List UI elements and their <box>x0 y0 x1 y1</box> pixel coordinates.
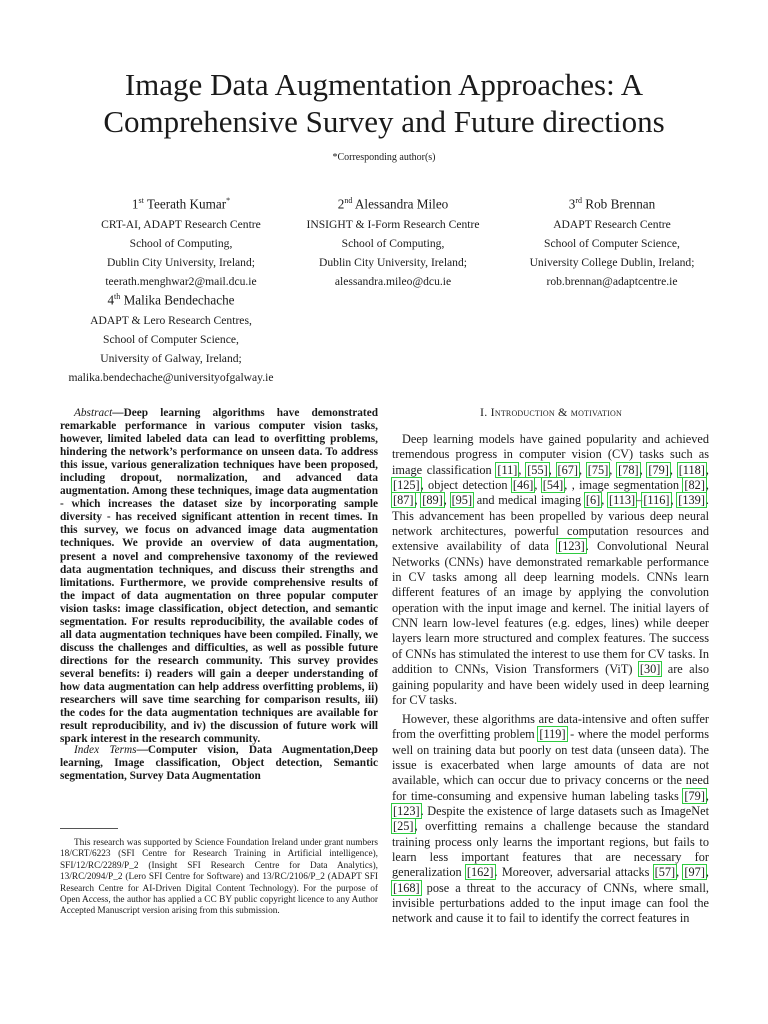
funding-footnote: This research was supported by Science Foundation Ireland under grant numbers 18/CRT/6223 (SFI Centre for Research Training in Artificial intelligence), SFI/12/RC/2289/P_2 (Insight SFI Research Centre for Data Analytics), 13/RC/2094/P_2 (Lero SFI Centre for Software) and 13/RC/2106/P_2 (ADAPT SFI Research Centre for AI-Driven Digital Content Technology). For the purpose of Open Access, the author has applied a CC BY public copyright licence to any Author Accepted Manuscript version arising from this submission. <box>60 838 378 917</box>
citation-link[interactable]: [113] <box>608 493 636 508</box>
citation-link[interactable]: [54] <box>542 478 564 493</box>
author-email[interactable]: alessandra.mileo@dcu.ie <box>334 275 452 289</box>
author-affiliation: ADAPT Research Centre <box>553 218 671 232</box>
citation-link[interactable]: [95] <box>451 493 473 508</box>
citation-link[interactable]: [123] <box>558 539 585 554</box>
citation-link[interactable]: [57] <box>654 865 676 880</box>
citation-link[interactable]: [125] <box>393 478 420 493</box>
citation-link[interactable]: [67] <box>557 462 578 477</box>
section-heading <box>394 405 708 420</box>
author-school: School of Computing, <box>129 237 233 251</box>
author-4 <box>36 286 306 387</box>
intro-paragraph-2: However, these algorithms are data-intensive and often suffer from the overfitting problem [119] - where the model performs well on training data but poorly on test data (unseen data). The issue is exacerbated when large amounts of data are not available, which can occur due to privacy concerns or the need for time-consuming and expensive human labeling tasks [79], [123]. Despite the existence of large datasets such as ImageNet [25], overfitting remains a challenge because the standard training process only learns the important regions, but fails to learn less important features that are necessary for generalization [162]. Moreover, adversarial attacks [57], [97], [168] pose a threat to the accuracy of CNNs, where small, invisible perturbations added to the input image can fool the network and cause it to fail to identify the correct features in <box>392 712 709 926</box>
citation-link[interactable]: [168] <box>393 880 420 895</box>
citation-link[interactable]: [78] <box>618 462 639 477</box>
abstract-label: Abstract <box>74 407 113 419</box>
author-affiliation: CRT-AI, ADAPT Research Centre <box>101 218 261 232</box>
footnote-rule <box>60 828 118 829</box>
index-terms <box>60 744 378 783</box>
index-terms-text: —Computer vision, Data Augmentation,Deep learning, Image classification, Object detection, Semantic segmentation, Survey Data Augmentation <box>60 744 378 783</box>
citation-link[interactable]: [25] <box>393 819 414 834</box>
citation-link[interactable]: [82] <box>684 478 705 493</box>
index-terms-label: Index Terms <box>74 744 137 756</box>
citation-link[interactable]: [79] <box>684 788 705 803</box>
author-school: School of Computer Science, <box>103 333 239 347</box>
author-university: University of Galway, Ireland; <box>100 352 242 366</box>
section-title: Introduction & motivation <box>490 405 622 419</box>
citation-link[interactable]: [97] <box>684 865 705 880</box>
paper-title <box>0 66 768 140</box>
section-number: I. <box>480 405 488 419</box>
author-name: 2nd Alessandra Mileo <box>337 196 449 212</box>
citation-link[interactable]: [75] <box>587 462 609 477</box>
citation-link[interactable]: [30] <box>639 662 661 677</box>
citation-link[interactable]: [55] <box>527 462 548 477</box>
author-email[interactable]: teerath.menghwar2@mail.dcu.ie <box>105 275 257 289</box>
citation-link[interactable]: [119] <box>539 727 566 742</box>
corresponding-author-note: *Corresponding author(s) <box>332 152 436 163</box>
author-name: 4th Malika Bendechache <box>107 292 235 308</box>
author-3 <box>477 190 747 291</box>
citation-link[interactable]: [46] <box>512 478 534 493</box>
citation-link[interactable]: [123] <box>393 804 420 819</box>
citation-link[interactable]: [116] <box>643 493 670 508</box>
citation-link[interactable]: [118] <box>678 462 705 477</box>
author-school: School of Computer Science, <box>544 237 680 251</box>
intro-paragraph-1: Deep learning models have gained popularity and achieved tremendous progress in computer vision (CV) tasks such as image classification [11], [55], [67], [75], [78], [79], [118], [125], object detection [46], [54], , image segmentation [82], [87], [89], [95] and medical imaging [6], [113]–[116], [139]. This advancement has been propelled by various deep neural network architectures, powerful computation resources and extensive availability of data [123]. Convolutional Neural Networks (CNNs) have demonstrated remarkable performance in CV tasks among all deep learning models. CNNs learn different features of an image by applying the convolution operation with the input image and kernel. The initial layers of CNN learn low-level features (e.g. edges, lines) while deeper layers learn more structured and complex features. The success of CNNs has stimulated the interest to use them for CV tasks. In addition to CNNs, Vision Transformers (ViT) [30] are also gaining popularity and have been widely used in deep learning for CV tasks. <box>392 432 710 707</box>
author-university: Dublin City University, Ireland; <box>106 256 255 270</box>
author-university: Dublin City University, Ireland; <box>318 256 467 270</box>
author-email[interactable]: rob.brennan@adaptcentre.ie <box>546 275 678 289</box>
author-university: University College Dublin, Ireland; <box>529 256 695 270</box>
paper-title-line-1: Image Data Augmentation Approaches: A <box>124 67 644 102</box>
author-name: 3rd Rob Brennan <box>568 196 656 212</box>
citation-link[interactable]: [162] <box>466 865 494 880</box>
author-school: School of Computing, <box>341 237 445 251</box>
citation-link[interactable]: [87] <box>393 493 414 508</box>
citation-link[interactable]: [79] <box>648 462 669 477</box>
abstract-text: —Deep learning algorithms have demonstrated remarkable performance in various computer vision tasks, however, limited labeled data can lead to overfitting problems, hindering the network’s performance on unseen data. To address this issue, various generalization techniques have been proposed, including dropout, normalization, and advanced data augmentation. Among these techniques, image data augmentation - which increases the dataset size by incorporating sample diversity - has received significant attention in recent times. In this survey, we focus on advanced image data augmentation techniques. We provide an overview of data augmentation, present a novel and comprehensive taxonomy of the reviewed data augmentation techniques, and discuss their strengths and limitations. Furthermore, we provide comprehensive results of the impact of data augmentation on three popular computer vision tasks: image classification, object detection, and semantic segmentation. For results reproducibility, the available codes of all data augmentation techniques have been compiled. Finally, we discuss the challenges and difficulties, as well as possible future directions for the research community. This survey provides several benefits: i) readers will gain a deeper understanding of how data augmentation can help address overfitting problems, ii) researchers will save time searching for comparison results, iii) the codes for the data augmentation techniques are available for result reproducibility, and iv) the discussion of future work will spark interest in the research community. <box>60 407 378 746</box>
citation-link[interactable]: [11] <box>497 462 518 477</box>
citation-link[interactable]: [89] <box>422 493 443 508</box>
author-affiliation: INSIGHT & I-Form Research Centre <box>306 218 480 232</box>
author-name: 1st Teerath Kumar* <box>131 196 231 212</box>
abstract <box>60 407 378 746</box>
author-affiliation: ADAPT & Lero Research Centres, <box>90 314 252 328</box>
citation-link[interactable]: [6] <box>585 493 601 508</box>
citation-link[interactable]: [139] <box>678 493 705 508</box>
paper-title-line-2: Comprehensive Survey and Future directions <box>103 104 665 139</box>
author-email[interactable]: malika.bendechache@universityofgalway.ie <box>68 371 274 385</box>
